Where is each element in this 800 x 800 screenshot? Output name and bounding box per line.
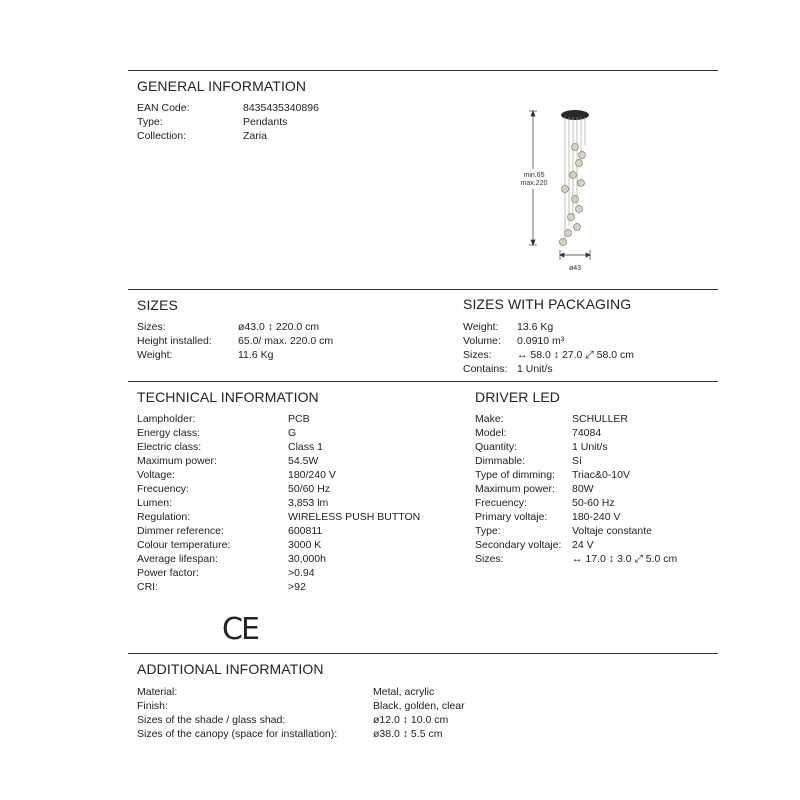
row-value: Voltaje constante: [572, 525, 652, 537]
row-key: Frecuency:: [475, 497, 527, 509]
row-key: Height installed:: [137, 335, 212, 347]
driver-title: DRIVER LED: [475, 389, 561, 405]
row-key: Make:: [475, 413, 504, 425]
sizes-rows: [137, 320, 333, 362]
row-key: Weight:: [137, 349, 173, 361]
row-key: Finish:: [137, 700, 168, 712]
product-drawing: [515, 105, 615, 275]
row-key: CRI:: [137, 581, 158, 593]
row-key: Sizes of the shade / glass shad:: [137, 714, 286, 726]
additional-row: [137, 699, 465, 713]
divider-general: [128, 70, 718, 71]
row-value: Zaria: [243, 130, 267, 142]
general-row: [137, 115, 319, 129]
packaging-rows: [463, 320, 634, 376]
row-value: WIRELESS PUSH BUTTON: [288, 511, 421, 523]
technical-row: [137, 524, 420, 538]
row-key: Collection:: [137, 130, 187, 142]
sizes-title: SIZES: [137, 297, 178, 313]
row-key: Primary voltaje:: [475, 511, 548, 523]
packaging-row: [463, 320, 634, 334]
height-label-max: max.220: [520, 180, 548, 187]
row-key: Sizes:: [137, 321, 166, 333]
technical-row: [137, 496, 420, 510]
row-value: 50/60 Hz: [288, 483, 331, 495]
row-key: Weight:: [463, 321, 499, 333]
row-key: Sizes:: [463, 349, 492, 361]
technical-row: [137, 412, 420, 426]
divider-technical: [128, 381, 718, 382]
sizes-row: [137, 348, 333, 362]
technical-row: [137, 552, 420, 566]
row-value: 80W: [572, 483, 594, 495]
driver-row: [475, 426, 677, 440]
row-key: Secondary voltaje:: [475, 539, 562, 551]
row-value: 1 Unit/s: [572, 441, 608, 453]
height-label-min: min.65: [523, 172, 545, 179]
packaging-row: [463, 362, 634, 376]
row-value: >0.94: [288, 567, 315, 579]
row-key: Material:: [137, 686, 178, 698]
row-value: 180-240 V: [572, 511, 621, 523]
row-key: Type of dimming:: [475, 469, 555, 481]
row-value: 11.6 Kg: [238, 349, 274, 361]
row-value: 3,853 lm: [288, 497, 329, 509]
technical-row: [137, 468, 420, 482]
row-value: 13.6 Kg: [517, 321, 554, 333]
technical-row: [137, 566, 420, 580]
row-value: 3000 K: [288, 539, 322, 551]
additional-rows: [137, 685, 465, 741]
row-value: 1 Unit/s: [517, 363, 553, 375]
row-key: Voltage:: [137, 469, 175, 481]
technical-row: [137, 580, 420, 594]
row-key: Sizes of the canopy (space for installation):: [137, 728, 338, 740]
row-key: Frecuency:: [137, 483, 189, 495]
row-key: Maximum power:: [475, 483, 555, 495]
technical-title: TECHNICAL INFORMATION: [137, 389, 319, 405]
row-value: Triac&0-10V: [572, 469, 630, 481]
packaging-row: [463, 348, 634, 362]
driver-row: [475, 552, 677, 566]
additional-row: [137, 685, 465, 699]
row-value: 8435435340896: [243, 102, 319, 114]
row-value: ↔ 17.0 ↕ 3.0 ⤢ 5.0 cm: [572, 553, 678, 565]
row-key: Energy class:: [137, 427, 201, 439]
driver-row: [475, 524, 677, 538]
row-value: 65.0/ max. 220.0 cm: [238, 335, 334, 347]
row-value: PCB: [288, 413, 310, 425]
row-value: 74084: [572, 427, 602, 439]
technical-row: [137, 426, 420, 440]
row-value: 600811: [288, 525, 323, 537]
row-key: EAN Code:: [137, 102, 190, 114]
driver-row: [475, 482, 677, 496]
row-key: Maximum power:: [137, 455, 217, 467]
driver-row: [475, 538, 677, 552]
technical-row: [137, 538, 420, 552]
divider-additional: [128, 653, 718, 654]
driver-rows: [475, 412, 677, 566]
row-key: Contains:: [463, 363, 508, 375]
row-key: Model:: [475, 427, 507, 439]
additional-row: [137, 713, 465, 727]
row-key: Regulation:: [137, 511, 191, 523]
row-value: ø38.0 ↕ 5.5 cm: [373, 728, 443, 740]
sizes-row: [137, 334, 333, 348]
row-value: 54.5W: [288, 455, 319, 467]
row-key: Colour temperature:: [137, 539, 231, 551]
driver-row: [475, 454, 677, 468]
row-value: Metal, acrylic: [373, 686, 435, 698]
row-value: >92: [288, 581, 306, 593]
divider-sizes: [128, 289, 718, 290]
row-value: 24 V: [572, 539, 594, 551]
row-value: Black, golden, clear: [373, 700, 465, 712]
driver-row: [475, 440, 677, 454]
driver-row: [475, 412, 677, 426]
row-value: 0.0910 m³: [517, 335, 565, 347]
row-value: G: [288, 427, 297, 439]
general-row: [137, 129, 319, 143]
technical-rows: [137, 412, 420, 594]
row-key: Type:: [475, 525, 501, 537]
diameter-label: ø43: [568, 265, 582, 272]
row-value: SCHULLER: [572, 413, 629, 425]
ce-mark-icon: CE: [222, 612, 258, 647]
packaging-title: SIZES WITH PACKAGING: [463, 296, 632, 312]
row-key: Quantity:: [475, 441, 518, 453]
row-value: Pendants: [243, 116, 288, 128]
driver-row: [475, 496, 677, 510]
driver-row: [475, 468, 677, 482]
row-value: Class 1: [288, 441, 324, 453]
row-key: Lampholder:: [137, 413, 196, 425]
driver-row: [475, 510, 677, 524]
row-key: Average lifespan:: [137, 553, 218, 565]
row-key: Lumen:: [137, 497, 173, 509]
general-row: [137, 101, 319, 115]
technical-row: [137, 482, 420, 496]
additional-title: ADDITIONAL INFORMATION: [137, 661, 324, 677]
row-key: Dimmable:: [475, 455, 526, 467]
row-key: Volume:: [463, 335, 501, 347]
row-key: Sizes:: [475, 553, 504, 565]
sizes-row: [137, 320, 333, 334]
row-key: Type:: [137, 116, 163, 128]
row-value: ø12.0 ↕ 10.0 cm: [373, 714, 449, 726]
packaging-row: [463, 334, 634, 348]
row-key: Dimmer reference:: [137, 525, 224, 537]
row-value: ø43.0 ↕ 220.0 cm: [238, 321, 320, 333]
row-value: 180/240 V: [288, 469, 336, 481]
general-title: GENERAL INFORMATION: [137, 78, 307, 94]
row-key: Electric class:: [137, 441, 202, 453]
row-key: Power factor:: [137, 567, 199, 579]
technical-row: [137, 440, 420, 454]
row-value: Sí: [572, 455, 582, 467]
row-value: 50-60 Hz: [572, 497, 615, 509]
technical-row: [137, 454, 420, 468]
row-value: 30,000h: [288, 553, 326, 565]
additional-row: [137, 727, 465, 741]
pendant-globes: [560, 144, 586, 246]
general-rows: [137, 101, 319, 143]
technical-row: [137, 510, 420, 524]
row-value: ↔ 58.0 ↕ 27.0 ⤢ 58.0 cm: [517, 349, 634, 361]
